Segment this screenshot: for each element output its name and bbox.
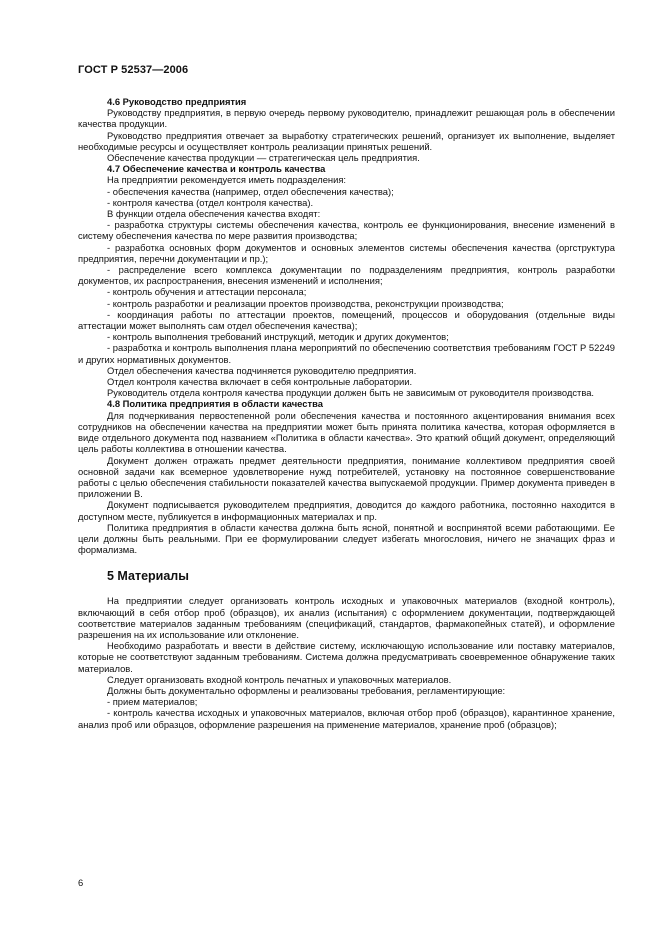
paragraph: Отдел контроля качества включает в себя контрольные лаборатории.: [107, 376, 413, 388]
section-paragraphs: [78, 595, 615, 729]
paragraph: - координация работы по аттестации проектов, помещений, процессов и оборудования (отдельные виды аттестации может выполнять сам отдел обеспечения качества);: [78, 308, 615, 332]
paragraph: На предприятии рекомендуется иметь подразделения:: [107, 174, 347, 186]
section-paragraphs: [78, 410, 615, 556]
page-number: 6: [78, 877, 84, 888]
section-5: [78, 567, 615, 729]
paragraph: - контроль обучения и аттестации персонала;: [107, 286, 307, 298]
section-4-7: [78, 163, 615, 398]
document-body: [78, 96, 615, 730]
paragraph: - прием материалов;: [107, 696, 198, 708]
paragraph: - разработка и контроль выполнения плана мероприятий по обеспечению соответствия требованиям ГОСТ Р 52249 и других нормативных документов.: [78, 342, 615, 365]
paragraph: В функции отдела обеспечения качества входят:: [107, 208, 321, 220]
paragraph: - разработка основных форм документов и основных элементов системы обеспечения качества (оргструктура предприятия, перечни документации и пр.);: [78, 241, 615, 264]
paragraph: На предприятии следует организовать контроль исходных и упаковочных материалов (входной контроль), включающий в себя отбор проб (образцов), их анализ (испытания) с оформлением документации, подтверждающей соответствие материалов заданным требованиям (спецификаций, стандартов, фармакопейных статей), и оформление разрешения на их использование или отклонение.: [78, 595, 615, 640]
paragraph: - обеспечения качества (например, отдел обеспечения качества);: [107, 185, 394, 197]
section-paragraphs: [78, 107, 615, 163]
section-heading: 4.7 Обеспечение качества и контроль качества: [107, 163, 326, 175]
paragraph: Отдел обеспечения качества подчиняется руководителю предприятия.: [107, 364, 417, 376]
section-heading: 4.8 Политика предприятия в области качества: [107, 398, 323, 410]
section-4-6: [78, 96, 615, 163]
paragraph: Следует организовать входной контроль печатных и упаковочных материалов.: [107, 673, 452, 685]
paragraph: Документ должен отражать предмет деятельности предприятия, понимание коллективом предприятия своей основной задачи как всемерное удовлетворение нужд потребителей, установку на постоянное совершенствование работы с целью обеспечения стабильности показателей качества выпускаемой продукции. Пример документа приведен в приложении В.: [78, 454, 615, 500]
paragraph: Политика предприятия в области качества должна быть ясной, понятной и воспринятой всеми работающими. Ее цели должны быть реальными. При ее формулировании следует избегать многословия, ничего не значащих фраз и формализма.: [78, 521, 615, 556]
paragraph: - контроля качества (отдел контроля качества).: [107, 196, 314, 208]
paragraph: - разработка структуры системы обеспечения качества, контроль ее функционирования, внесение изменений в систему обеспечения качества по мере развития производства;: [78, 219, 615, 242]
section-heading: 4.6 Руководство предприятия: [107, 96, 247, 107]
paragraph: Должны быть документально оформлены и реализованы требования, регламентирующие:: [107, 684, 506, 696]
paragraph: Для подчеркивания первостепенной роли обеспечения качества и постоянного акцентирования внимания всех сотрудников на обеспечении качества на предприятии может быть принята политика качества, которая оформляется в виде отдельного документа под названием «Политика в области качества». Это краткий общий документ, определяющий цель работы коллектива в отношении качества.: [78, 409, 615, 455]
paragraph: - распределение всего комплекса документации по подразделениям предприятия, контроль разработки документов, их распространения, внесения изменений и исполнения;: [78, 264, 615, 287]
paragraph: - контроль выполнения требований инструкций, методик и других документов;: [107, 331, 449, 343]
paragraph: - контроль разработки и реализации проектов производства, реконструкции производства;: [107, 297, 504, 309]
paragraph: Документ подписывается руководителем предприятия, доводится до каждого работника, постоянно находится в доступном месте, публикуется в информационных материалах и пр.: [78, 499, 615, 522]
paragraph: Необходимо разработать и ввести в действие систему, исключающую использование или поставку материалов, которые не соответствуют заданным требованиям. Система должна предусматривать своевременное обнаружение таких материалов.: [78, 640, 615, 674]
paragraph: - контроль качества исходных и упаковочных материалов, включая отбор проб (образцов), карантинное хранение, анализ проб или образцов, оформление разрешения на применение материалов, хранение проб (образцов);: [78, 707, 615, 730]
paragraph: Руководству предприятия, в первую очередь первому руководителю, принадлежит решающая роль в обеспечении качества продукции.: [78, 107, 615, 130]
section-4-8: [78, 398, 615, 555]
section-paragraphs: [78, 174, 615, 398]
paragraph: Руководитель отдела контроля качества продукции должен быть не зависимым от руководителя производства.: [107, 387, 595, 399]
paragraph: Руководство предприятия отвечает за выработку стратегических решений, организует их выполнение, выделяет необходимые ресурсы и осуществляет контроль реализации принятых решений.: [78, 129, 615, 152]
paragraph: Обеспечение качества продукции — стратегическая цель предприятия.: [107, 152, 420, 164]
standard-header: ГОСТ Р 52537—2006: [78, 64, 189, 76]
chapter-heading: 5 Материалы: [107, 569, 189, 584]
